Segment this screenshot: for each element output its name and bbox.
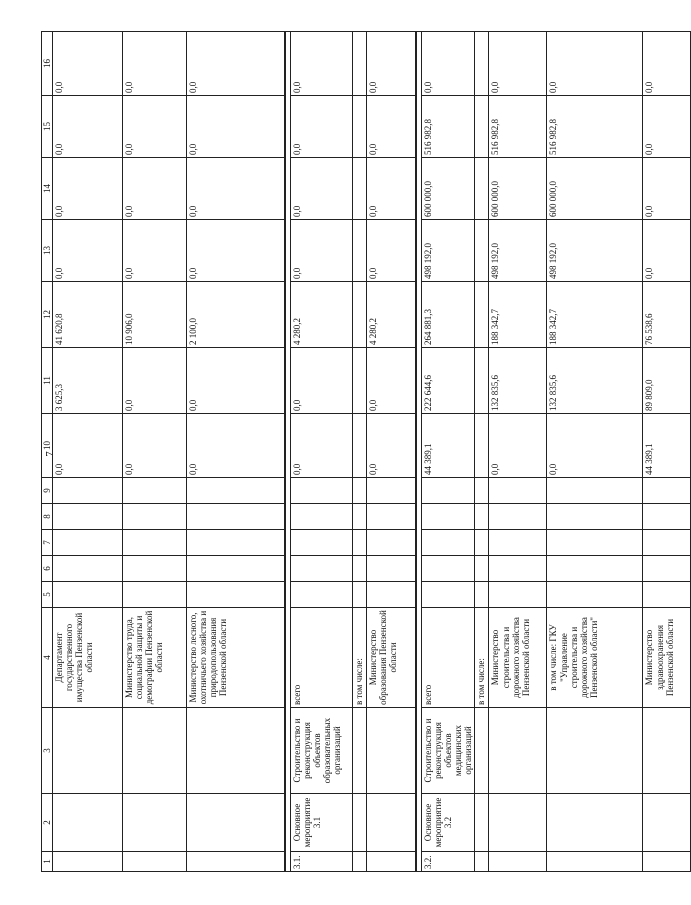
empty-year-cell: [123, 582, 187, 608]
empty-year-cell: [547, 556, 643, 582]
table-body: [53, 32, 691, 872]
amount-cell: 0,0: [123, 220, 187, 282]
empty-year-cell: [422, 504, 475, 530]
amount-cell: 76 538,6: [643, 282, 691, 348]
empty-year-cell: [366, 582, 416, 608]
empty-year-cell: [643, 582, 691, 608]
amount-cell: 0,0: [187, 32, 285, 96]
header-cell: 12: [42, 282, 53, 348]
empty-year-cell: [352, 504, 366, 530]
amount-cell: 0,0: [366, 158, 416, 220]
measure-description-cell: [53, 708, 123, 794]
empty-year-cell: [489, 530, 547, 556]
amount-cell: 0,0: [643, 96, 691, 158]
amount-cell: 0,0: [53, 414, 123, 478]
header-cell: 9: [42, 478, 53, 504]
amount-cell: [475, 32, 489, 96]
empty-year-cell: [366, 504, 416, 530]
measure-description-cell: [475, 708, 489, 794]
measure-name-cell: Основное мероприятие 3.2: [422, 794, 475, 852]
amount-cell: 0,0: [53, 220, 123, 282]
executor-cell: в том числе:: [352, 608, 366, 708]
amount-cell: 0,0: [366, 220, 416, 282]
table-row: [123, 32, 187, 872]
amount-cell: 600 000,0: [547, 158, 643, 220]
table-row: [475, 32, 489, 872]
executor-cell: Министерство строительства и дорожного хозяйства Пензенской области: [489, 608, 547, 708]
empty-year-cell: [366, 478, 416, 504]
amount-cell: 0,0: [123, 158, 187, 220]
amount-cell: 0,0: [123, 96, 187, 158]
empty-year-cell: [475, 478, 489, 504]
amount-cell: 89 809,0: [643, 348, 691, 414]
amount-cell: [475, 282, 489, 348]
amount-cell: 0,0: [53, 96, 123, 158]
amount-cell: 0,0: [366, 414, 416, 478]
header-cell: 14: [42, 158, 53, 220]
empty-year-cell: [352, 530, 366, 556]
amount-cell: 44 389,1: [643, 414, 691, 478]
measure-description-cell: [187, 708, 285, 794]
amount-cell: [475, 348, 489, 414]
amount-cell: 0,0: [290, 348, 352, 414]
amount-cell: 498 192,0: [547, 220, 643, 282]
amount-cell: 0,0: [366, 348, 416, 414]
amount-cell: 0,0: [547, 414, 643, 478]
amount-cell: 0,0: [643, 158, 691, 220]
header-cell: 8: [42, 504, 53, 530]
measure-description-cell: [547, 708, 643, 794]
amount-cell: 2 100,0: [187, 282, 285, 348]
measure-name-cell: [352, 794, 366, 852]
table-row: [290, 32, 352, 872]
amount-cell: 0,0: [643, 32, 691, 96]
amount-cell: 0,0: [123, 32, 187, 96]
empty-year-cell: [475, 582, 489, 608]
measure-description-cell: Строительство и реконструкция объектов медицинских организаций: [422, 708, 475, 794]
measure-description-cell: Строительство и реконструкция объектов образовательных организаций: [290, 708, 352, 794]
table-row: [53, 32, 123, 872]
item-number-cell: [53, 852, 123, 872]
header-cell: 3: [42, 708, 53, 794]
amount-cell: [475, 96, 489, 158]
amount-cell: 0,0: [187, 414, 285, 478]
amount-cell: 516 982,8: [422, 96, 475, 158]
empty-year-cell: [366, 530, 416, 556]
executor-cell: Министерство здравоохранения Пензенской области: [643, 608, 691, 708]
amount-cell: 0,0: [290, 414, 352, 478]
empty-year-cell: [489, 556, 547, 582]
measure-name-cell: [187, 794, 285, 852]
amount-cell: 516 982,8: [489, 96, 547, 158]
amount-cell: 498 192,0: [422, 220, 475, 282]
amount-cell: 0,0: [53, 32, 123, 96]
amount-cell: 132 835,6: [489, 348, 547, 414]
amount-cell: 0,0: [187, 348, 285, 414]
empty-year-cell: [547, 530, 643, 556]
empty-year-cell: [643, 556, 691, 582]
amount-cell: 44 389,1: [422, 414, 475, 478]
measure-description-cell: [643, 708, 691, 794]
amount-cell: [352, 348, 366, 414]
header-cell: 10: [42, 414, 53, 478]
amount-cell: 0,0: [290, 158, 352, 220]
executor-cell: Министерство лесного, охотничьего хозяйства и природопользования Пензенской области: [187, 608, 285, 708]
measure-name-cell: [53, 794, 123, 852]
empty-year-cell: [352, 478, 366, 504]
empty-year-cell: [643, 478, 691, 504]
empty-year-cell: [643, 504, 691, 530]
empty-year-cell: [352, 582, 366, 608]
header-cell: 4: [42, 608, 53, 708]
amount-cell: [352, 96, 366, 158]
empty-year-cell: [290, 478, 352, 504]
measure-name-cell: [366, 794, 416, 852]
empty-year-cell: [53, 504, 123, 530]
measure-name-cell: [643, 794, 691, 852]
empty-year-cell: [489, 478, 547, 504]
amount-cell: [352, 414, 366, 478]
table-row: [643, 32, 691, 872]
amount-cell: 188 342,7: [489, 282, 547, 348]
amount-cell: [352, 220, 366, 282]
empty-year-cell: [53, 582, 123, 608]
item-number-cell: [366, 852, 416, 872]
empty-year-cell: [123, 530, 187, 556]
empty-year-cell: [422, 582, 475, 608]
item-number-cell: 3.2.: [422, 852, 475, 872]
header-cell: 13: [42, 220, 53, 282]
amount-cell: 0,0: [290, 220, 352, 282]
executor-cell: Министерство труда, социальной защиты и демографии Пензенской области: [123, 608, 187, 708]
table-row: [187, 32, 285, 872]
table-row: [489, 32, 547, 872]
item-number-cell: [489, 852, 547, 872]
empty-year-cell: [53, 556, 123, 582]
empty-year-cell: [422, 530, 475, 556]
amount-cell: 0,0: [123, 414, 187, 478]
measure-name-cell: [489, 794, 547, 852]
empty-year-cell: [422, 478, 475, 504]
measure-description-cell: [352, 708, 366, 794]
amount-cell: 10 906,0: [123, 282, 187, 348]
amount-cell: 516 982,8: [547, 96, 643, 158]
empty-year-cell: [290, 530, 352, 556]
empty-year-cell: [187, 504, 285, 530]
measure-description-cell: [489, 708, 547, 794]
amount-cell: 600 000,0: [489, 158, 547, 220]
empty-year-cell: [123, 556, 187, 582]
empty-year-cell: [290, 582, 352, 608]
amount-cell: 0,0: [187, 96, 285, 158]
empty-year-cell: [187, 582, 285, 608]
header-cell: 5: [42, 582, 53, 608]
column-number-row: [42, 32, 53, 872]
item-number-cell: [352, 852, 366, 872]
amount-cell: 498 192,0: [489, 220, 547, 282]
executor-cell: всего: [290, 608, 352, 708]
amount-cell: 0,0: [489, 32, 547, 96]
empty-year-cell: [643, 530, 691, 556]
header-cell: 6: [42, 556, 53, 582]
item-number-cell: [547, 852, 643, 872]
measure-name-cell: Основное мероприятие 3.1: [290, 794, 352, 852]
amount-cell: 0,0: [187, 220, 285, 282]
amount-cell: 4 280,2: [366, 282, 416, 348]
amount-cell: 0,0: [366, 96, 416, 158]
amount-cell: 0,0: [422, 32, 475, 96]
empty-year-cell: [547, 504, 643, 530]
header-cell: 16: [42, 32, 53, 96]
executor-cell: Министерство образования Пензенской области: [366, 608, 416, 708]
table-row: [352, 32, 366, 872]
header-cell: 15: [42, 96, 53, 158]
empty-year-cell: [53, 530, 123, 556]
empty-year-cell: [489, 504, 547, 530]
item-number-cell: [643, 852, 691, 872]
amount-cell: [352, 282, 366, 348]
empty-year-cell: [489, 582, 547, 608]
measure-description-cell: [123, 708, 187, 794]
budget-table: [41, 31, 691, 872]
executor-cell: Департамент государственного имущества Пензенской области: [53, 608, 123, 708]
empty-year-cell: [366, 556, 416, 582]
amount-cell: 0,0: [187, 158, 285, 220]
header-cell: 11: [42, 348, 53, 414]
item-number-cell: 3.1.: [290, 852, 352, 872]
executor-cell: в том числе: ГКУ "Управление строительства и дорожного хозяйства Пензенской области": [547, 608, 643, 708]
amount-cell: 132 835,6: [547, 348, 643, 414]
empty-year-cell: [547, 478, 643, 504]
empty-year-cell: [475, 504, 489, 530]
empty-year-cell: [547, 582, 643, 608]
table-row: [547, 32, 643, 872]
amount-cell: 0,0: [290, 32, 352, 96]
measure-name-cell: [547, 794, 643, 852]
amount-cell: 0,0: [290, 96, 352, 158]
amount-cell: 222 644,6: [422, 348, 475, 414]
empty-year-cell: [53, 478, 123, 504]
measure-description-cell: [366, 708, 416, 794]
page-number: 7: [44, 451, 56, 457]
amount-cell: 0,0: [547, 32, 643, 96]
amount-cell: 0,0: [643, 220, 691, 282]
amount-cell: 3 625,3: [53, 348, 123, 414]
amount-cell: 0,0: [366, 32, 416, 96]
executor-cell: всего: [422, 608, 475, 708]
item-number-cell: [187, 852, 285, 872]
empty-year-cell: [187, 556, 285, 582]
header-cell: 1: [42, 852, 53, 872]
amount-cell: 264 881,3: [422, 282, 475, 348]
amount-cell: [352, 32, 366, 96]
empty-year-cell: [187, 530, 285, 556]
executor-cell: в том числе:: [475, 608, 489, 708]
amount-cell: [352, 158, 366, 220]
empty-year-cell: [187, 478, 285, 504]
empty-year-cell: [352, 556, 366, 582]
item-number-cell: [475, 852, 489, 872]
table-row: [366, 32, 416, 872]
amount-cell: 188 342,7: [547, 282, 643, 348]
empty-year-cell: [290, 556, 352, 582]
measure-name-cell: [123, 794, 187, 852]
amount-cell: 600 000,0: [422, 158, 475, 220]
header-cell: 2: [42, 794, 53, 852]
amount-cell: 0,0: [489, 414, 547, 478]
table-row: [422, 32, 475, 872]
measure-name-cell: [475, 794, 489, 852]
header-cell: 7: [42, 530, 53, 556]
empty-year-cell: [123, 504, 187, 530]
empty-year-cell: [123, 478, 187, 504]
rotated-table-sheet: [41, 32, 675, 872]
amount-cell: 41 620,8: [53, 282, 123, 348]
amount-cell: 4 280,2: [290, 282, 352, 348]
empty-year-cell: [422, 556, 475, 582]
amount-cell: 0,0: [123, 348, 187, 414]
empty-year-cell: [475, 556, 489, 582]
amount-cell: [475, 220, 489, 282]
empty-year-cell: [290, 504, 352, 530]
amount-cell: 0,0: [53, 158, 123, 220]
item-number-cell: [123, 852, 187, 872]
empty-year-cell: [475, 530, 489, 556]
amount-cell: [475, 158, 489, 220]
amount-cell: [475, 414, 489, 478]
